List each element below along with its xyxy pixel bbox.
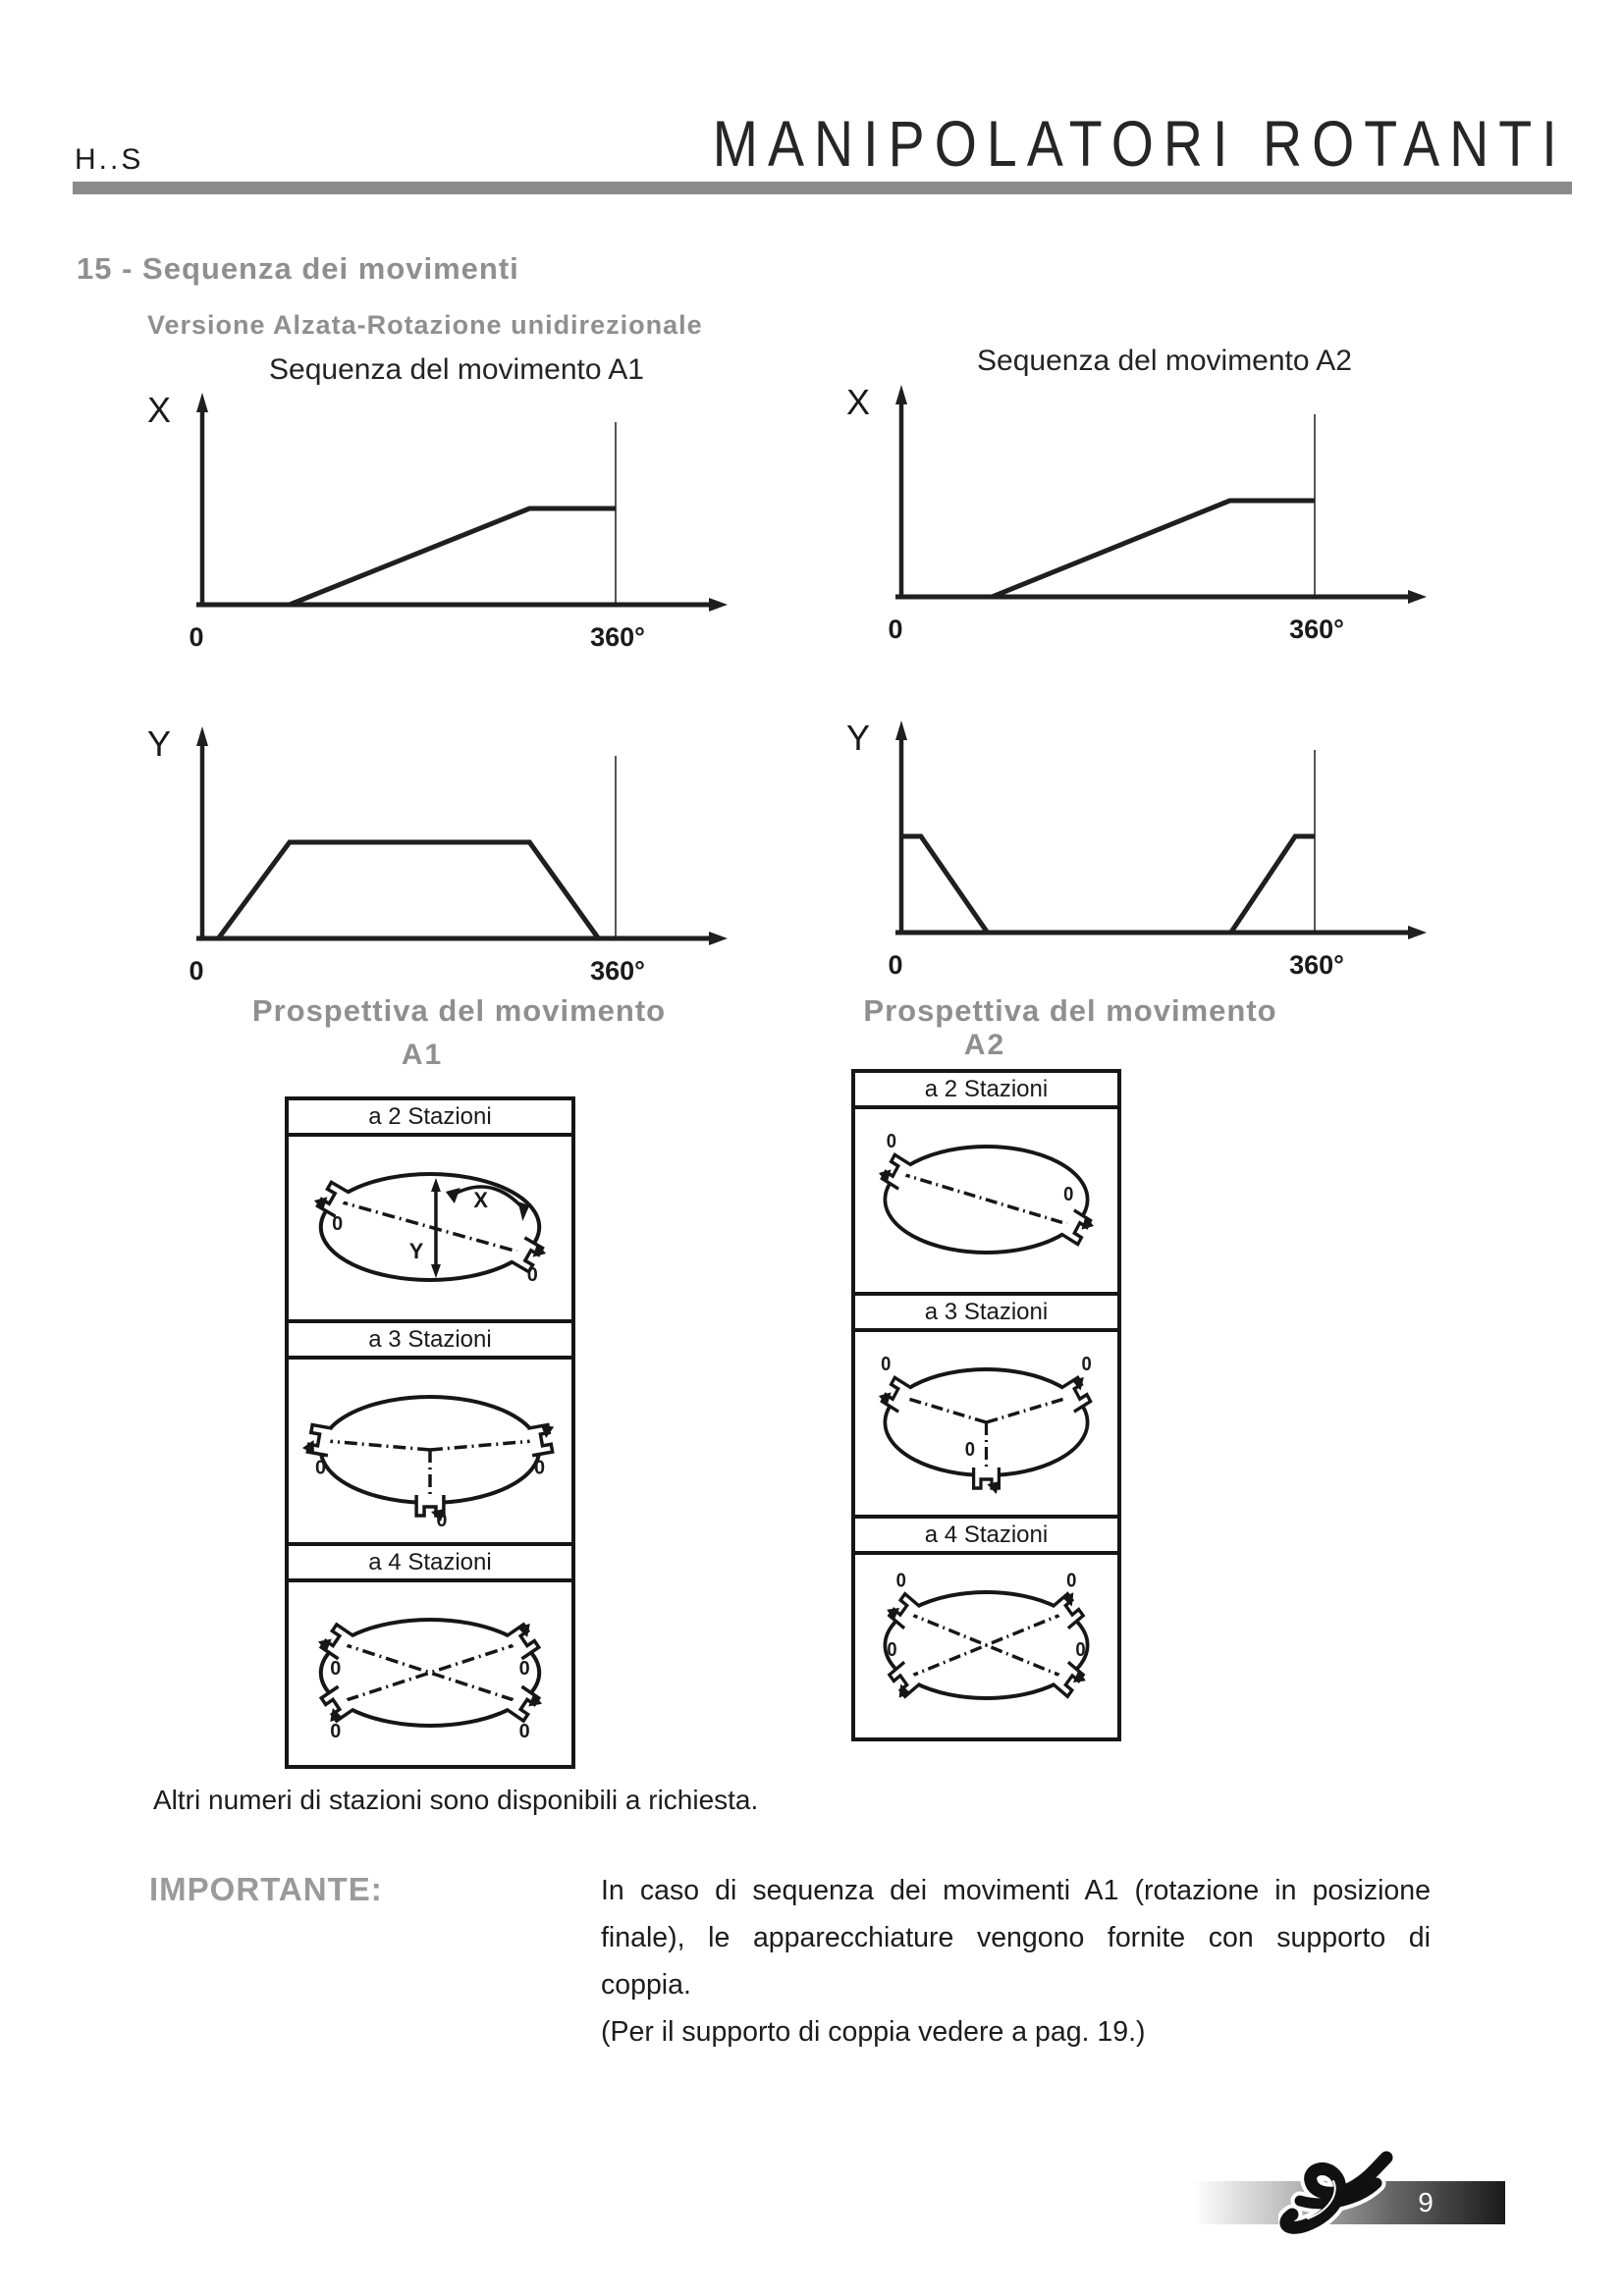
important-line: (Per il supporto di coppia vedere a pag. 19.): [601, 2016, 1146, 2048]
station-diagram-a1-4: [289, 1582, 571, 1765]
station-section: [289, 1546, 571, 1765]
sequence-title-a1: Sequenza del movimento A1: [269, 353, 644, 386]
svg-text:Y: Y: [408, 1238, 424, 1264]
important-label: IMPORTANTE:: [149, 1871, 383, 1907]
svg-text:0: 0: [314, 1457, 327, 1479]
svg-text:0: 0: [526, 1263, 538, 1287]
brand-logo-icon: [1278, 2142, 1406, 2235]
svg-text:0: 0: [881, 1354, 892, 1376]
station-section: [855, 1519, 1117, 1737]
important-line: finale), le apparecchiature vengono fornite con supporto di: [601, 1922, 1431, 1953]
svg-text:0: 0: [1081, 1354, 1092, 1376]
station-diagram-a2-2: [855, 1109, 1117, 1292]
station-section: [289, 1323, 571, 1546]
svg-text:0: 0: [436, 1509, 448, 1532]
station-diagram-a2-4: [855, 1555, 1117, 1737]
important-line: coppia.: [601, 1969, 691, 2001]
chart-a2-y: [797, 687, 1465, 991]
svg-text:360°: 360°: [590, 622, 645, 652]
svg-text:360°: 360°: [1289, 614, 1344, 644]
svg-text:0: 0: [1063, 1184, 1074, 1206]
svg-text:0: 0: [189, 622, 204, 652]
station-header: a 2 Stazioni: [855, 1073, 1117, 1109]
svg-text:0: 0: [887, 1639, 897, 1662]
station-header: a 2 Stazioni: [289, 1100, 571, 1137]
svg-text:360°: 360°: [590, 956, 645, 986]
svg-text:Y: Y: [147, 723, 172, 764]
section-title: 15 - Sequenza dei movimenti: [77, 251, 519, 286]
station-section: [289, 1100, 571, 1323]
page-number: 9: [1418, 2187, 1434, 2217]
chart-a1-x: [98, 359, 766, 664]
station-diagram-a2-3: [855, 1332, 1117, 1515]
svg-text:0: 0: [330, 1657, 342, 1680]
subsection-title: Versione Alzata-Rotazione unidirezionale: [147, 310, 703, 340]
station-header: a 3 Stazioni: [289, 1323, 571, 1360]
svg-text:0: 0: [332, 1212, 344, 1236]
chart-a1-y: [98, 693, 766, 997]
station-box-a2: [851, 1069, 1121, 1741]
model-code: H..S: [75, 143, 144, 176]
svg-text:X: X: [147, 390, 172, 430]
svg-text:0: 0: [1075, 1639, 1086, 1662]
important-paragraph: [601, 1867, 1431, 2056]
perspective-label-a2: A2: [963, 1029, 1006, 1061]
station-section: [855, 1296, 1117, 1519]
svg-text:0: 0: [895, 1571, 906, 1592]
svg-text:0: 0: [518, 1721, 530, 1743]
sequence-title-a2: Sequenza del movimento A2: [977, 345, 1352, 377]
page-title-text: MANIPOLATORI ROTANTI: [712, 107, 1567, 180]
station-box-a1: [285, 1096, 575, 1769]
stations-note: Altri numeri di stazioni sono disponibili a richiesta.: [153, 1785, 759, 1815]
svg-text:0: 0: [888, 614, 903, 644]
station-diagram-a1-2: [289, 1137, 571, 1319]
svg-text:0: 0: [533, 1457, 546, 1479]
svg-text:Y: Y: [846, 718, 871, 758]
svg-text:0: 0: [189, 956, 204, 986]
header-rule: [73, 182, 1572, 194]
svg-text:0: 0: [1066, 1571, 1077, 1592]
svg-text:0: 0: [964, 1439, 976, 1462]
station-header: a 4 Stazioni: [289, 1546, 571, 1582]
perspective-label-a1: A1: [401, 1039, 444, 1071]
station-header: a 3 Stazioni: [855, 1296, 1117, 1332]
svg-text:0: 0: [330, 1721, 342, 1743]
station-section: [855, 1073, 1117, 1296]
important-line: In caso di sequenza dei movimenti A1 (rotazione in posizione: [601, 1875, 1431, 1906]
svg-text:360°: 360°: [1289, 950, 1344, 980]
svg-text:0: 0: [886, 1131, 896, 1153]
svg-text:X: X: [473, 1187, 488, 1213]
svg-text:0: 0: [888, 950, 903, 980]
station-header: a 4 Stazioni: [855, 1519, 1117, 1555]
perspective-title-a1: Prospettiva del movimento: [251, 993, 667, 1028]
svg-text:0: 0: [518, 1657, 530, 1680]
station-diagram-a1-3: [289, 1360, 571, 1542]
chart-a2-x: [797, 351, 1465, 656]
perspective-title-a2: Prospettiva del movimento: [863, 993, 1277, 1028]
page-title: [491, 106, 1567, 180]
svg-text:X: X: [846, 382, 871, 422]
